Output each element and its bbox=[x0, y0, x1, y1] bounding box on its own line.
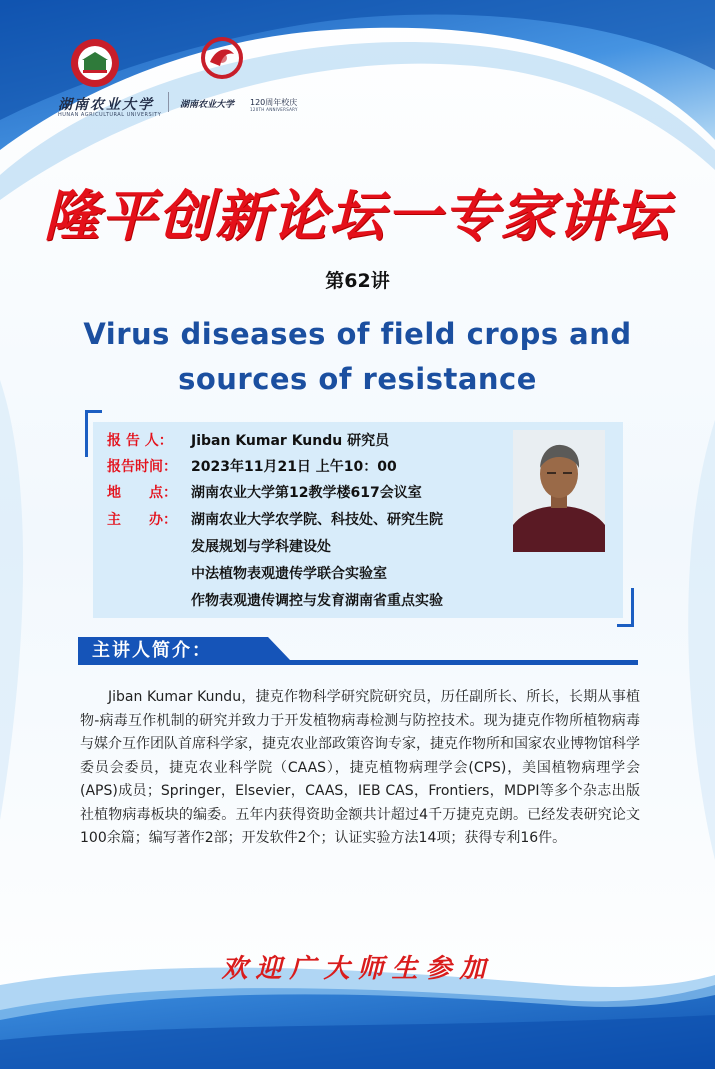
forum-title: 隆平创新论坛一专家讲坛 bbox=[43, 183, 671, 248]
anniversary-emblem-icon bbox=[200, 36, 244, 80]
section-title: 主讲人简介： bbox=[92, 640, 212, 661]
anniversary-university-name: 湖南农业大学 bbox=[180, 100, 235, 110]
place-row bbox=[107, 483, 422, 503]
host-label: 主 办： bbox=[107, 512, 177, 528]
host-row bbox=[107, 510, 443, 530]
host-value-4: 作物表观遗传调控与发育湖南省重点实验 bbox=[191, 593, 443, 609]
lecture-number: 第62讲 bbox=[325, 270, 390, 292]
speaker-value: Jiban Kumar Kundu 研究员 bbox=[191, 433, 390, 449]
english-title-line-2: sources of resistance bbox=[178, 362, 537, 396]
speaker-biography: Jiban Kumar Kundu，捷克作物科学研究院研究员，历任副所长、所长，长期从事植物-病毒互作机制的研究并致力于开发植物病毒检测与防控技术。现为捷克作物所植物病毒与媒介互作团队首席科学家，捷克农业部政策咨询专家，捷克作物所和国家农业博物馆科学委员会委员，捷克农业科学院（CAAS），捷克植物病理学会(CPS)，美国植物病理学会(APS)成员；Springer，Elsevier，CAAS，IEB CAS，Frontiers，MDPI等多个杂志出版社植物病毒板块的编委。五年内获得资助金额共计超过4千万捷克克朗。已经发表研究论文100余篇；编写著作2部；开发软件2个；认证实验方法14项；获得专利16件。 bbox=[80, 689, 640, 846]
english-title-line-1: Virus diseases of field crops and bbox=[83, 317, 632, 351]
university-seal-icon bbox=[70, 38, 120, 88]
english-talk-title bbox=[0, 312, 715, 402]
anniversary-label: 120周年校庆 bbox=[250, 98, 298, 107]
university-name-english: HUNAN AGRICULTURAL UNIVERSITY bbox=[58, 112, 162, 118]
host-value-2: 发展规划与学科建设处 bbox=[191, 539, 331, 555]
speaker-photo bbox=[513, 430, 605, 552]
speaker-row bbox=[107, 431, 389, 451]
host-value-1: 湖南农业大学农学院、科技处、研究生院 bbox=[191, 512, 443, 528]
host-value-3: 中法植物表观遗传学联合实验室 bbox=[191, 566, 387, 582]
speaker-label: 报 告 人： bbox=[107, 433, 173, 449]
anniversary-label-english: 120TH ANNIVERSARY bbox=[250, 107, 298, 112]
place-value: 湖南农业大学第12教学楼617会议室 bbox=[191, 485, 422, 501]
logo-divider bbox=[168, 92, 169, 112]
welcome-message: 欢迎广大师生参加 bbox=[221, 954, 494, 984]
corner-bracket-bottom-right bbox=[617, 588, 634, 627]
time-row bbox=[107, 457, 397, 477]
time-value: 2023年11月21日 上午10：00 bbox=[191, 459, 397, 475]
place-label: 地 点： bbox=[107, 485, 177, 501]
corner-bracket-top-left bbox=[85, 410, 102, 457]
university-name-logo: 湖南农业大学 bbox=[58, 97, 154, 113]
time-label: 报告时间： bbox=[107, 459, 177, 475]
